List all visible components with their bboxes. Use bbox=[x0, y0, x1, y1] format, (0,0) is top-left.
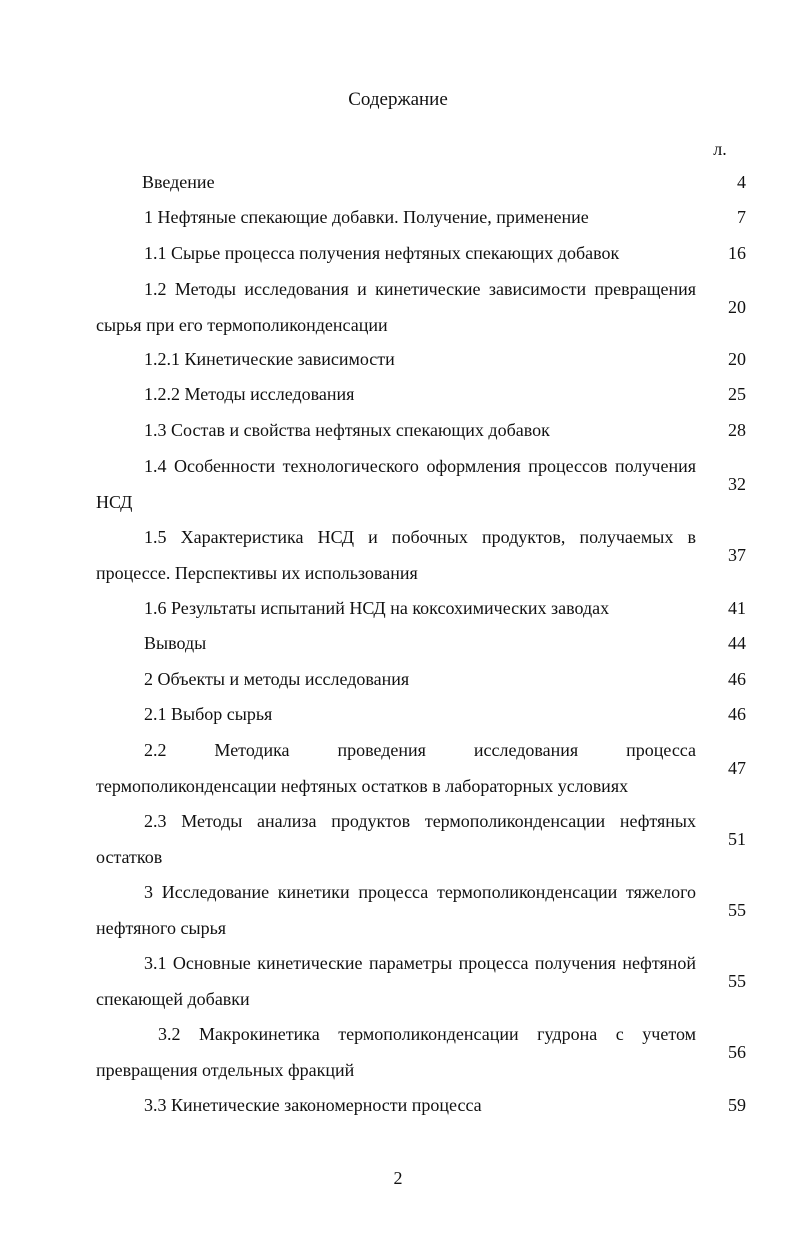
toc-entry-text: 2.1 Выбор сырья bbox=[144, 704, 273, 724]
toc-entry-page: 55 bbox=[728, 971, 746, 991]
toc-entry-text: 2.2 Методика проведения исследования процесса термополиконденсации нефтяных остатков в лабораторных условиях bbox=[96, 740, 696, 796]
toc-entry-text: 1.2.2 Методы исследования bbox=[144, 384, 355, 404]
toc-entry-page: 16 bbox=[728, 243, 746, 263]
toc-entry-page: 59 bbox=[728, 1095, 746, 1115]
page-number: 2 bbox=[393, 1168, 403, 1188]
toc-entry-page: 37 bbox=[728, 545, 746, 565]
toc-entry-page: 56 bbox=[728, 1042, 746, 1062]
toc-entry-text: 1 Нефтяные спекающие добавки. Получение, применение bbox=[144, 207, 589, 227]
page-column-header: л. bbox=[713, 139, 727, 159]
toc-entry-text: 3.3 Кинетические закономерности процесса bbox=[144, 1095, 482, 1115]
toc-entry-page: 41 bbox=[728, 598, 746, 618]
toc-entry-text: 1.6 Результаты испытаний НСД на коксохимических заводах bbox=[144, 598, 610, 618]
toc-entry-page: 46 bbox=[728, 704, 746, 724]
toc-entry-text: 2 Объекты и методы исследования bbox=[144, 669, 410, 689]
toc-entry-page: 4 bbox=[737, 172, 746, 192]
toc-entry-page: 25 bbox=[728, 384, 746, 404]
toc-entry-text: 3.1 Основные кинетические параметры процесса получения нефтяной спекающей добавки bbox=[96, 953, 696, 1009]
toc-entry-text: 3 Исследование кинетики процесса термополиконденсации тяжелого нефтяного сырья bbox=[96, 882, 696, 938]
toc-entry-page: 55 bbox=[728, 900, 746, 920]
toc-entry-page: 20 bbox=[728, 297, 746, 317]
toc-entry-text: 1.1 Сырье процесса получения нефтяных спекающих добавок bbox=[144, 243, 620, 263]
toc-entry-page: 46 bbox=[728, 669, 746, 689]
toc-entry-page: 7 bbox=[737, 207, 746, 227]
toc-entry-text: Выводы bbox=[144, 633, 207, 653]
toc-entry-text: 1.2 Методы исследования и кинетические зависимости превращения сырья при его термополиконденсации bbox=[96, 279, 696, 335]
page-title: Содержание bbox=[348, 89, 448, 110]
toc-entry-page: 32 bbox=[728, 474, 746, 494]
toc-entry-text: 1.4 Особенности технологического оформления процессов получения НСД bbox=[96, 456, 696, 512]
toc-entry-text: 3.2 Макрокинетика термополиконденсации гудрона с учетом превращения отдельных фракций bbox=[96, 1024, 696, 1080]
toc-entry-page: 20 bbox=[728, 349, 746, 369]
toc-entry-page: 51 bbox=[728, 829, 746, 849]
toc-entry-text: Введение bbox=[142, 172, 215, 192]
toc-entry-text: 1.2.1 Кинетические зависимости bbox=[144, 349, 395, 369]
toc-entry-page: 47 bbox=[728, 758, 746, 778]
toc-entry-page: 28 bbox=[728, 420, 746, 440]
toc-entry-page: 44 bbox=[728, 633, 746, 653]
toc-entry-text: 1.5 Характеристика НСД и побочных продуктов, получаемых в процессе. Перспективы их использования bbox=[96, 527, 696, 583]
toc-entry-text: 2.3 Методы анализа продуктов термополиконденсации нефтяных остатков bbox=[96, 811, 696, 867]
toc-entry-text: 1.3 Состав и свойства нефтяных спекающих добавок bbox=[144, 420, 550, 440]
